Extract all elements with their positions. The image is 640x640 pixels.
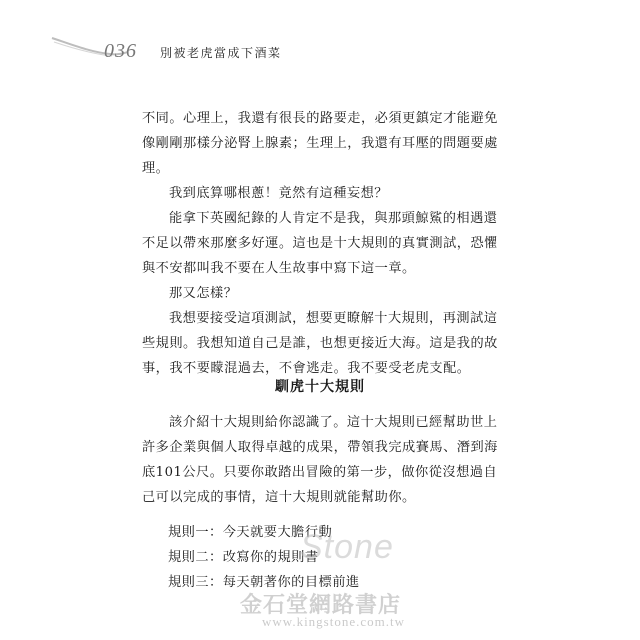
watermark-url: www.kingstone.com.tw <box>262 614 406 629</box>
page-number: 036 <box>104 40 137 62</box>
paragraph: 我到底算哪根蔥！竟然有這種妄想？ <box>169 186 388 201</box>
paragraph-continued: 不同。心理上，我還有很長的路要走，必須更鎮定才能避免像剛剛那樣分泌腎上腺素；生理上，我還有耳壓的問題要處理。 <box>142 111 498 176</box>
rule-item: 規則一：今天就要大膽行動 <box>168 525 333 540</box>
section-heading: 馴虎十大規則 <box>275 379 365 395</box>
rule-item: 規則三：每天朝著你的目標前進 <box>168 575 360 590</box>
section-text-block <box>142 410 500 510</box>
watermark-store-name: 金石堂網路書店 <box>240 592 402 618</box>
paragraph: 那又怎樣？ <box>169 286 238 301</box>
paragraph: 我想要接受這項測試，想要更瞭解十大規則，再測試這些規則。我想知道自己是誰，也想更接近大海。這是我的故事，我不要矇混過去，不會逃走。我不要受老虎支配。 <box>142 311 498 376</box>
paragraph: 該介紹十大規則給你認識了。這十大規則已經幫助世上許多企業與個人取得卓越的成果，帶領我完成賽馬、潛到海底101公尺。只要你敢踏出冒險的第一步，做你從沒想過自己可以完成的事情，這十大規則就能幫助你。 <box>142 415 498 505</box>
running-title: 別被老虎當成下酒菜 <box>160 46 282 60</box>
paragraph: 能拿下英國紀錄的人肯定不是我，與那頭鯨鯊的相遇還不足以帶來那麼多好運。這也是十大規則的真實測試，恐懼與不安都叫我不要在人生故事中寫下這一章。 <box>142 211 498 276</box>
watermark-brand: Stone <box>300 528 394 566</box>
rule-item: 規則二：改寫你的規則書 <box>168 550 319 565</box>
page-header <box>0 0 640 80</box>
body-text-block <box>142 106 500 381</box>
